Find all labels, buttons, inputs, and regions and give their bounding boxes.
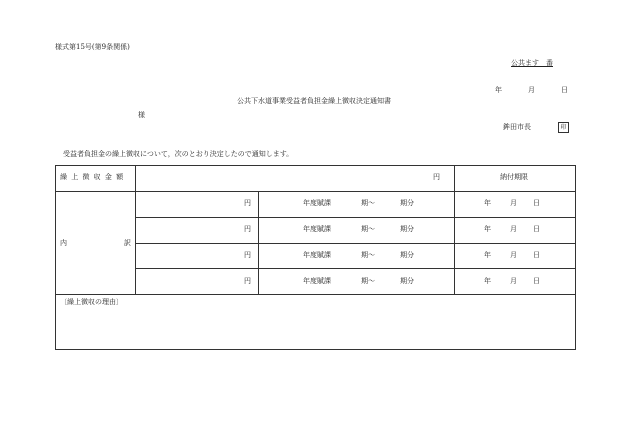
intro-text: 受益者負担金の繰上徴収について，次のとおり決定したので通知します。: [63, 150, 294, 158]
row-divider: [55, 294, 576, 295]
row-month: 月: [510, 199, 517, 207]
row-fiscal-year: 年度賦課: [303, 199, 331, 207]
row-divider: [135, 217, 576, 218]
row-day: 日: [533, 199, 540, 207]
row-day: 日: [533, 225, 540, 233]
row-month: 月: [510, 277, 517, 285]
row-fiscal-year: 年度賦課: [303, 251, 331, 259]
addressee-suffix: 様: [138, 111, 145, 119]
row-yen: 円: [244, 251, 251, 259]
table-border-right: [575, 165, 576, 350]
row-period-to: 期分: [400, 225, 414, 233]
issuer-name: 鉾田市長: [503, 123, 531, 131]
row-period-from: 期～: [361, 225, 375, 233]
row-divider: [135, 243, 576, 244]
row-period-from: 期～: [361, 251, 375, 259]
row-yen: 円: [244, 277, 251, 285]
breakdown-label-right: 訳: [124, 239, 131, 247]
column-divider: [258, 191, 259, 295]
row-year: 年: [484, 277, 491, 285]
row-fiscal-year: 年度賦課: [303, 277, 331, 285]
row-year: 年: [484, 251, 491, 259]
date-year: 年: [495, 86, 502, 94]
row-fiscal-year: 年度賦課: [303, 225, 331, 233]
row-period-from: 期～: [361, 277, 375, 285]
document-number: 公共ます 番: [511, 59, 553, 67]
row-divider: [135, 268, 576, 269]
row-day: 日: [533, 251, 540, 259]
breakdown-label-left: 内: [60, 239, 67, 247]
row-period-to: 期分: [400, 199, 414, 207]
row-divider: [55, 191, 576, 192]
table-border-bottom: [55, 349, 576, 350]
column-divider: [135, 165, 136, 295]
date-day: 日: [561, 86, 568, 94]
deadline-label: 納付期限: [500, 173, 528, 181]
amount-label: 繰 上 徴 収 金 額: [60, 173, 125, 181]
row-month: 月: [510, 251, 517, 259]
row-year: 年: [484, 225, 491, 233]
column-divider: [454, 165, 455, 295]
form-number: 様式第15号(第9条関係): [55, 43, 130, 51]
table-border-left: [55, 165, 56, 350]
reason-label: 〔繰上徴収の理由〕: [60, 298, 123, 306]
row-period-to: 期分: [400, 251, 414, 259]
row-yen: 円: [244, 199, 251, 207]
table-border-top: [55, 165, 576, 166]
row-day: 日: [533, 277, 540, 285]
amount-yen: 円: [433, 173, 440, 181]
row-year: 年: [484, 199, 491, 207]
row-month: 月: [510, 225, 517, 233]
document-title: 公共下水道事業受益者負担金繰上徴収決定通知書: [237, 97, 391, 105]
row-period-from: 期～: [361, 199, 375, 207]
row-yen: 円: [244, 225, 251, 233]
row-period-to: 期分: [400, 277, 414, 285]
date-month: 月: [528, 86, 535, 94]
seal-stamp: 印: [558, 122, 569, 133]
